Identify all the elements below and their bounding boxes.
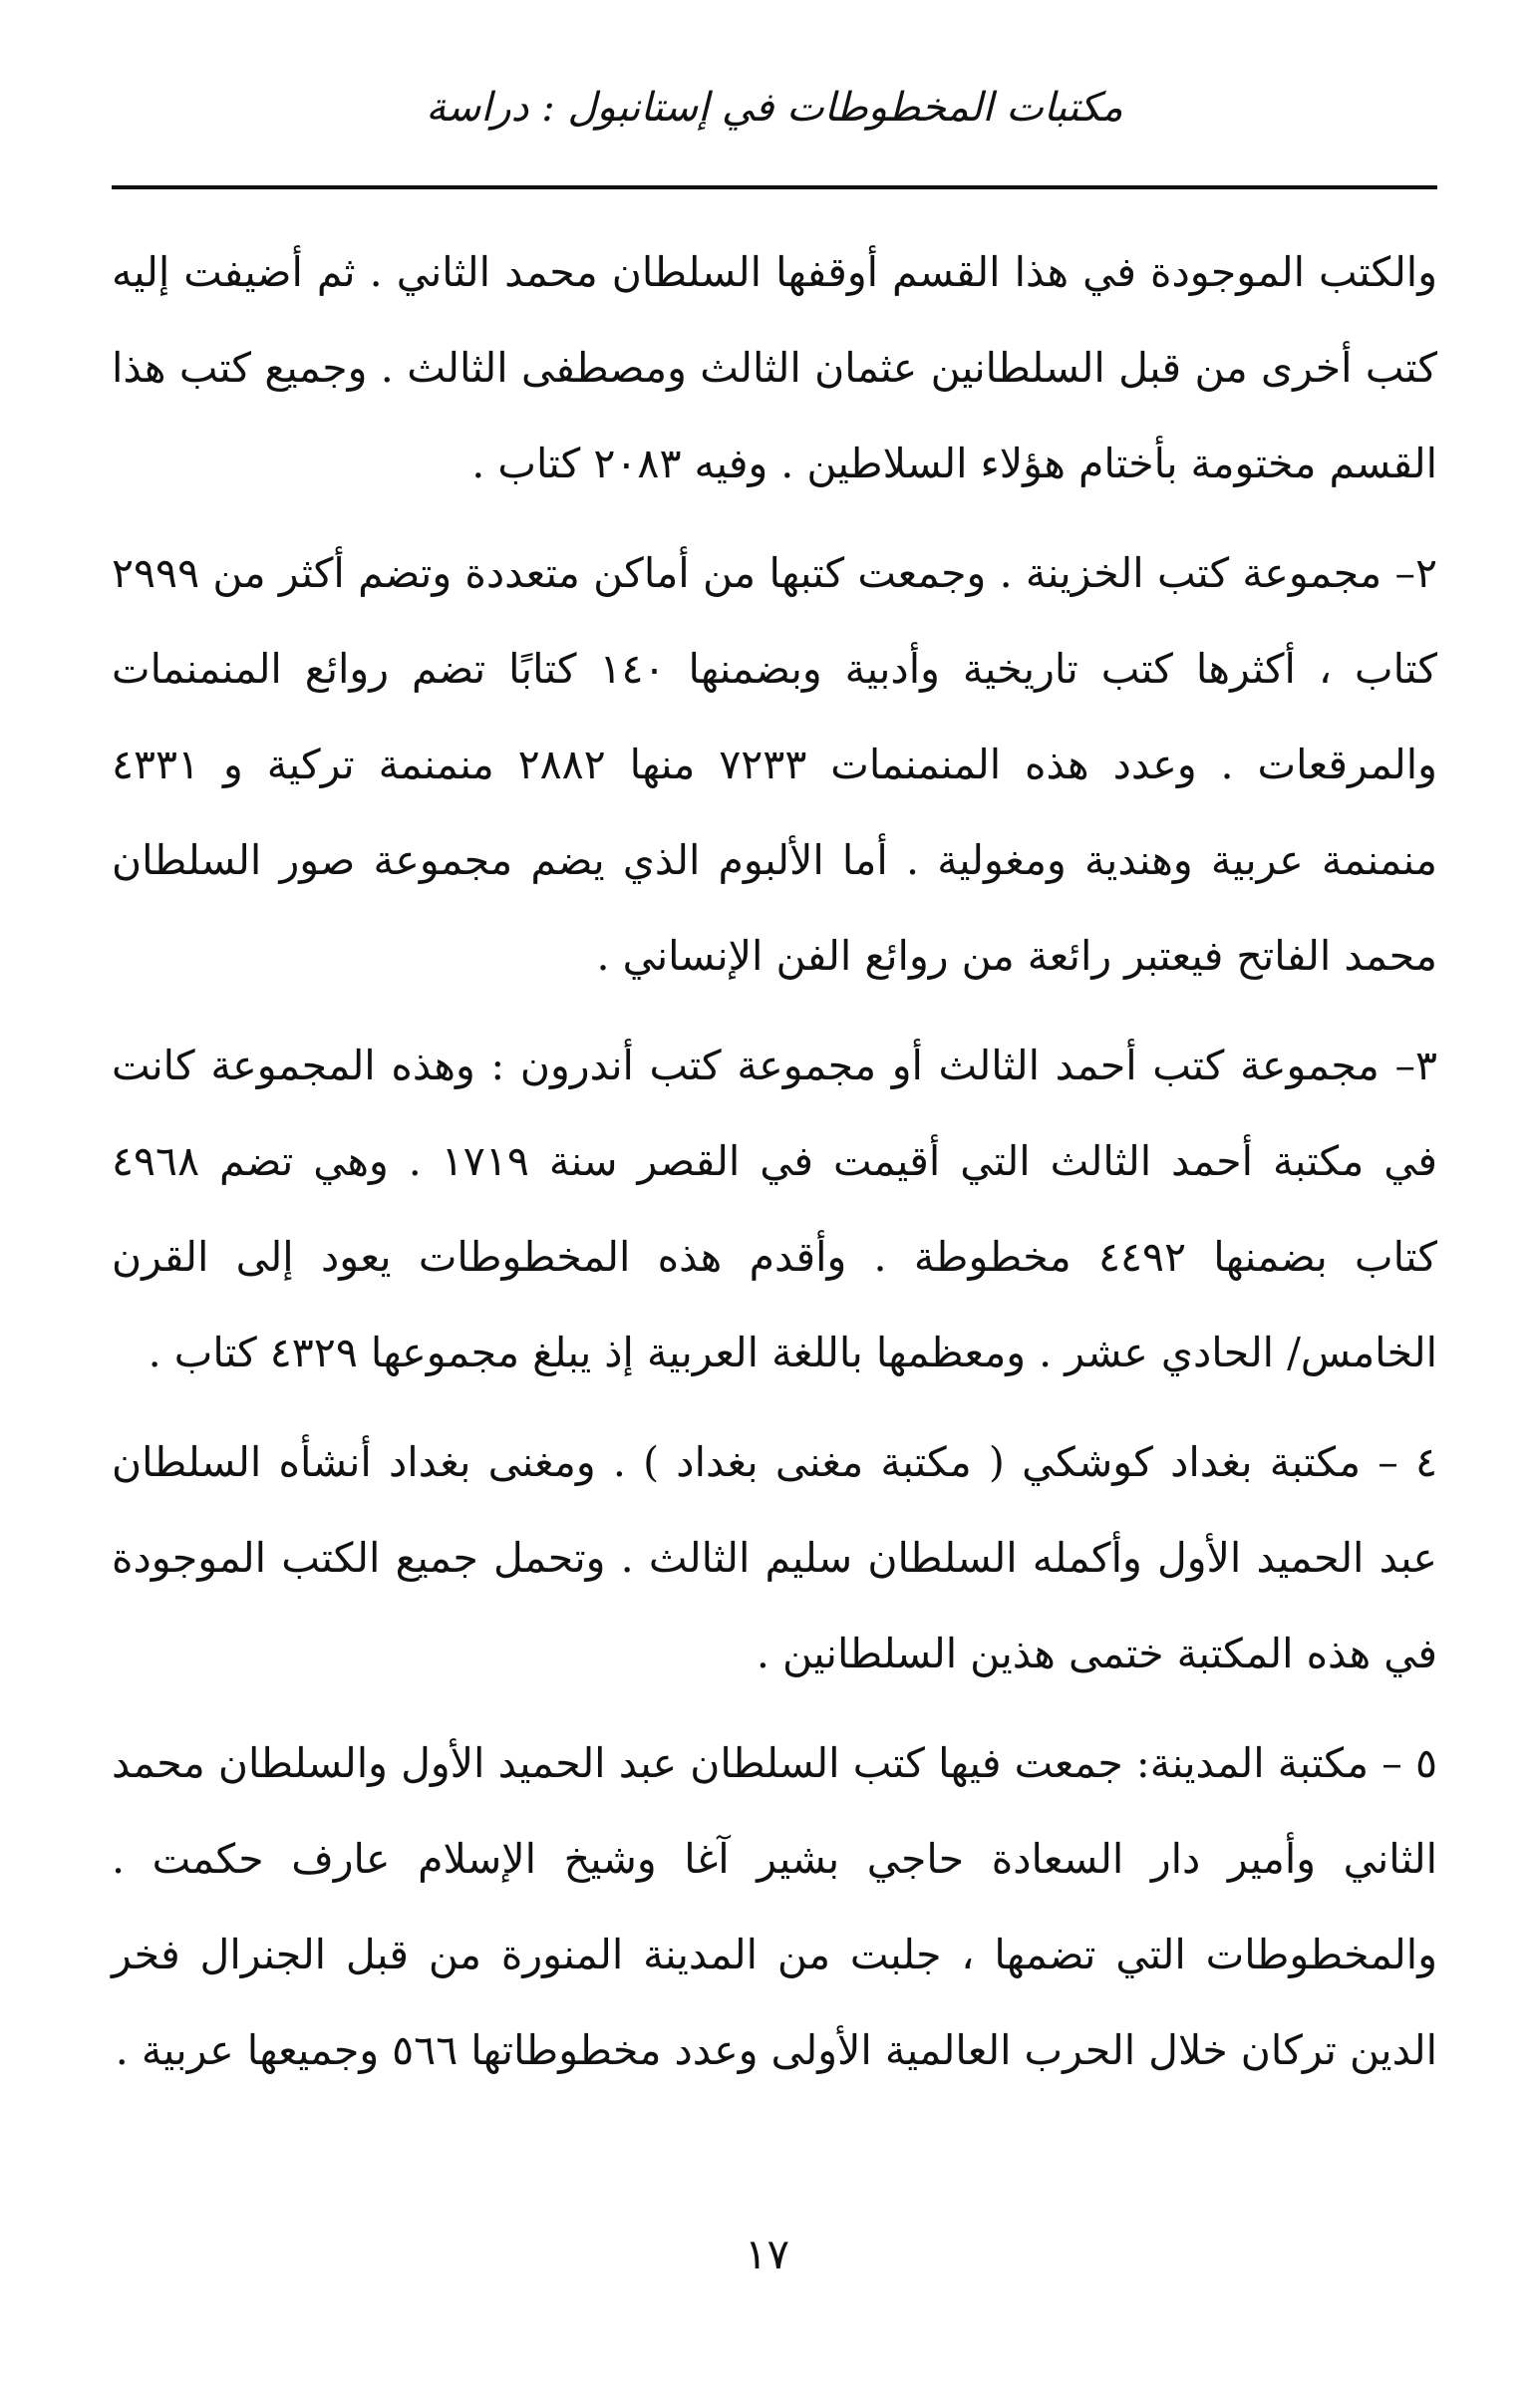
paragraph-baghdad-kiosk-library: ٤ – مكتبة بغداد كوشكي ( مكتبة مغنى بغداد ) . ومغنى بغداد أنشأه السلطان عبد الحميد الأول وأكمله السلطان سليم الثالث . وتحمل جميع الكتب الموجودة في هذه المكتبة ختمى هذين السلطانين . xyxy=(112,1438,1438,1677)
running-header: مكتبات المخطوطات في إستانبول : دراسة xyxy=(426,85,1123,131)
page-number: ١٧ xyxy=(744,2230,790,2278)
body-text xyxy=(112,224,1437,2112)
paragraph-treasury-collection: ٢– مجموعة كتب الخزينة . وجمعت كتبها من أماكن متعددة وتضم أكثر من ٢٩٩٩ كتاب ، أكثرها كتب تاريخية وأدبية وبضمنها ١٤٠ كتابًا تضم روائع المنمنمات والمرقعات . وعدد هذه المنمنمات ٧٢٣٣ منها ٢٨٨٢ منمنمة تركية و ٤٣٣١ منمنمة عربية وهندية ومغولية . أما الألبوم الذي يضم مجموعة صور السلطان محمد الفاتح فيعتبر رائعة من روائع الفن الإنساني . xyxy=(112,549,1437,980)
header-rule xyxy=(112,185,1437,189)
paragraph-medina-library: ٥ – مكتبة المدينة: جمعت فيها كتب السلطان عبد الحميد الأول والسلطان محمد الثاني وأمير دار السعادة حاجي بشير آغا وشيخ الإسلام عارف حكمت . والمخطوطات التي تضمها ، جلبت من المدينة المنورة من قبل الجنرال فخر الدين تركان خلال الحرب العالمية الأولى وعدد مخطوطاتها ٥٦٦ وجميعها عربية . xyxy=(112,1739,1437,2074)
paragraph-ahmed-iii-collection: ٣– مجموعة كتب أحمد الثالث أو مجموعة كتب أندرون : وهذه المجموعة كانت في مكتبة أحمد الثالث التي أقيمت في القصر سنة ١٧١٩ . وهي تضم ٤٩٦٨ كتاب بضمنها ٤٤٩٢ مخطوطة . وأقدم هذه المخطوطات يعود إلى القرن الخامس/ الحادي عشر . ومعظمها باللغة العربية إذ يبلغ مجموعها ٤٣٢٩ كتاب . xyxy=(112,1042,1438,1376)
paragraph-intro: والكتب الموجودة في هذا القسم أوقفها السلطان محمد الثاني . ثم أضيفت إليه كتب أخرى من قبل السلطانين عثمان الثالث ومصطفى الثالث . وجميع كتب هذا القسم مختومة بأختام هؤلاء السلاطين . وفيه ٢٠٨٣ كتاب . xyxy=(112,248,1437,487)
